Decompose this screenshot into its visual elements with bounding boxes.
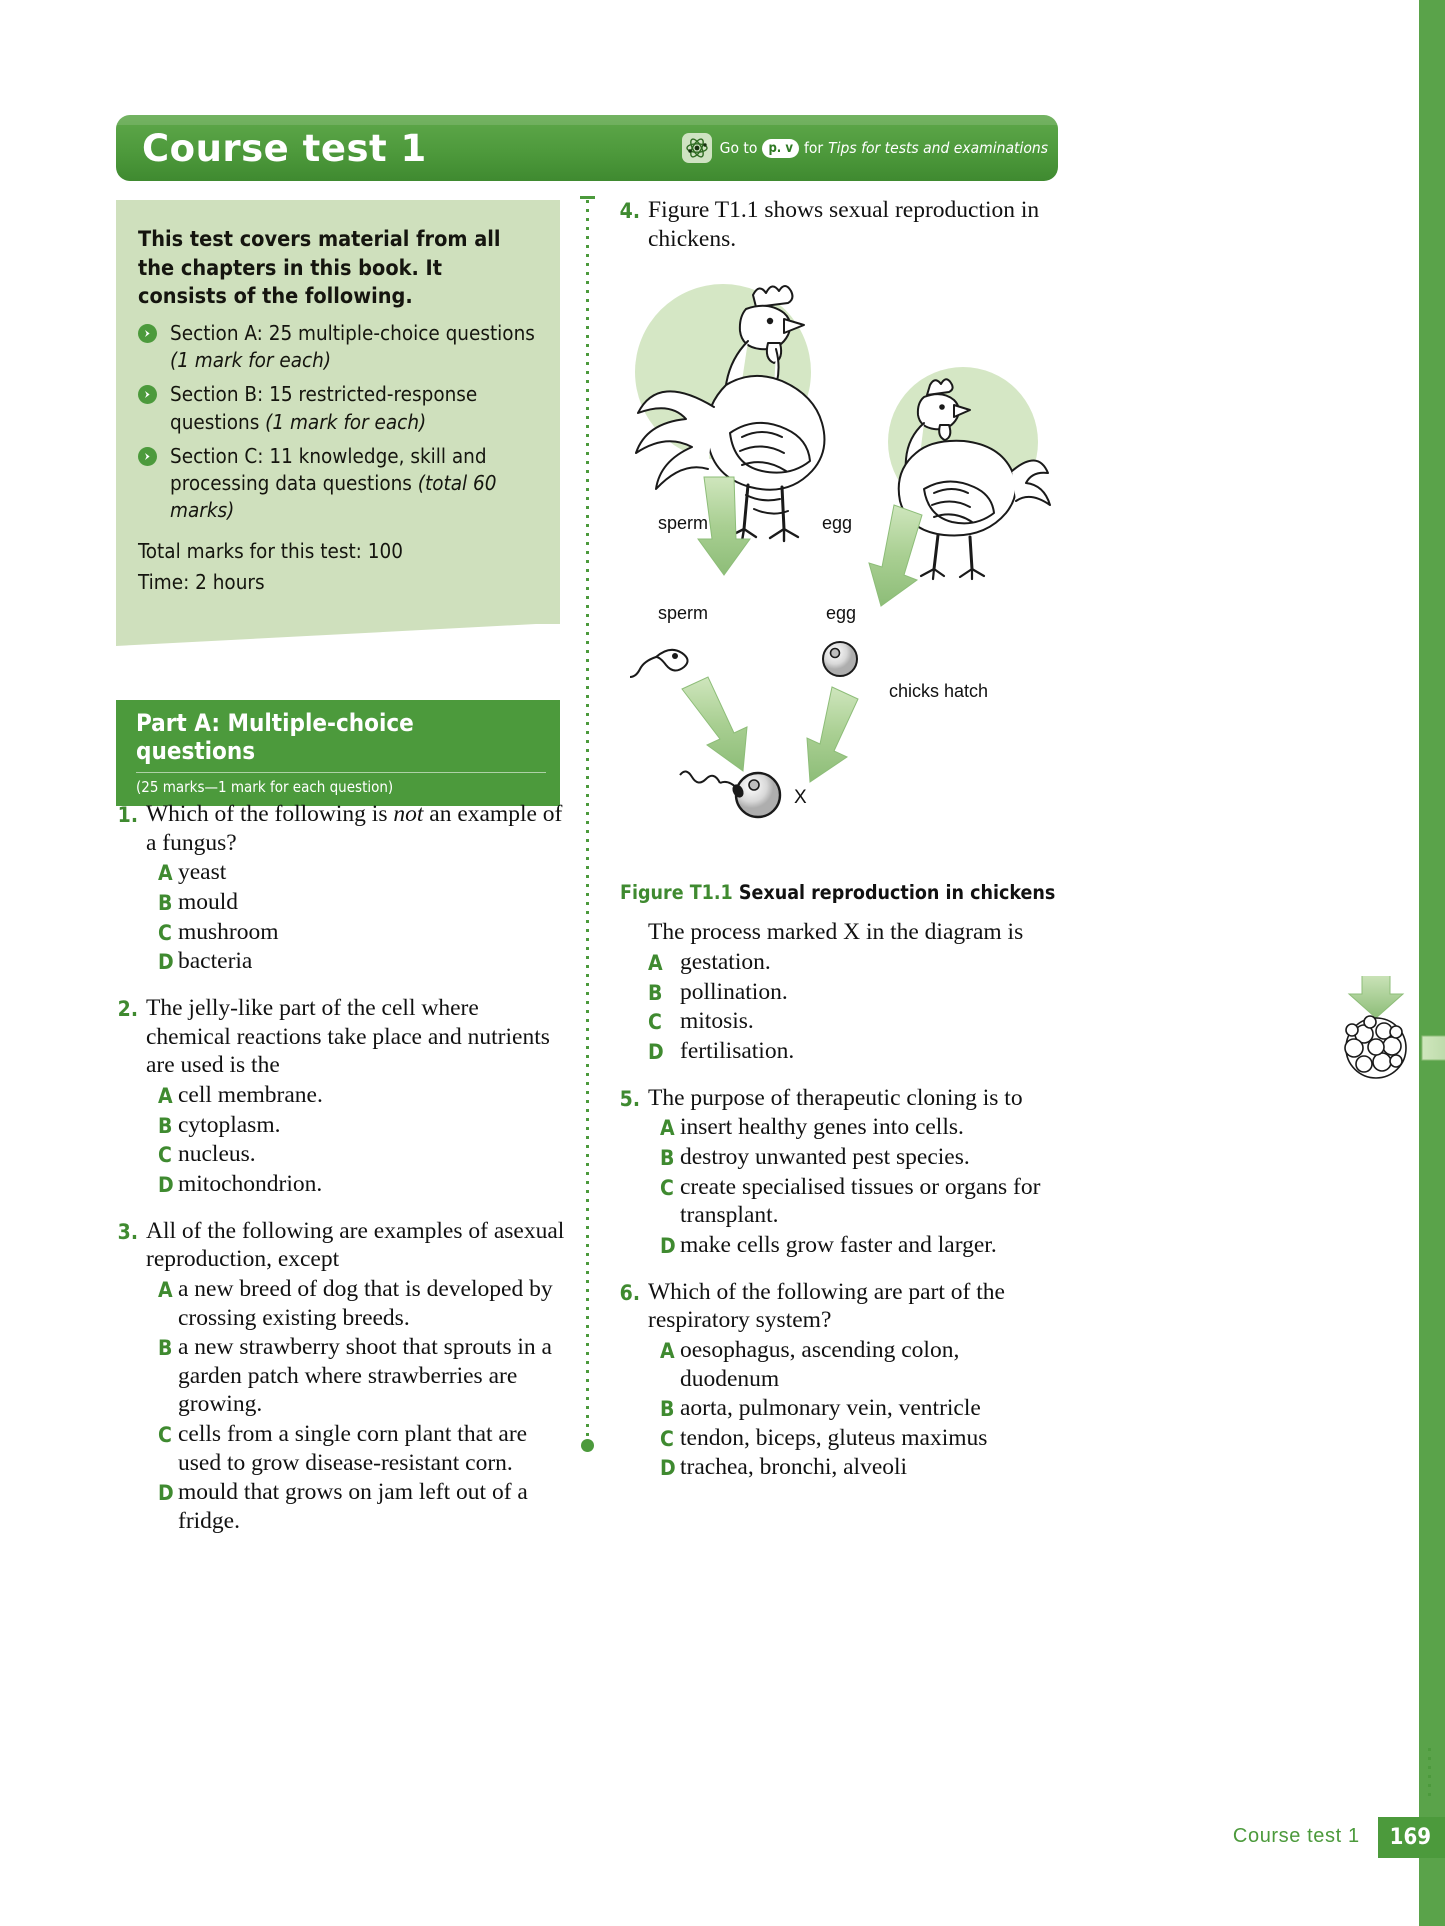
- column-divider: [586, 200, 589, 1445]
- label-egg-text: egg: [822, 513, 853, 533]
- list-item-text: Section A: 25 multiple-choice questions: [170, 320, 535, 345]
- option-text: mitosis.: [680, 1008, 754, 1035]
- question-number: 3.: [117, 1219, 138, 1244]
- option-list: [648, 1336, 1063, 1482]
- option-letter: D: [158, 1481, 174, 1506]
- option-letter: A: [158, 1277, 173, 1302]
- option-letter: C: [660, 1426, 674, 1451]
- option-letter: A: [660, 1338, 675, 1363]
- question-number: 1.: [117, 803, 138, 827]
- chevron-right-icon: [138, 447, 157, 466]
- option-list: [146, 1275, 568, 1536]
- page-header-banner: [116, 115, 1058, 181]
- option-a[interactable]: [146, 1081, 568, 1110]
- question-number: 6.: [619, 1280, 640, 1305]
- question-4-subpart: [648, 918, 1063, 1065]
- page-reference-pill[interactable]: p. v: [762, 139, 799, 158]
- figure-t1-1-diagram: [618, 257, 1063, 877]
- footer-dot-rule: [1428, 1748, 1431, 1796]
- option-b[interactable]: [648, 1143, 1063, 1172]
- page-edge-bar: [1419, 0, 1445, 1926]
- page-title: Course test 1: [142, 126, 427, 170]
- question-stem: All of the following are examples of asexual reproduction, except: [146, 1217, 565, 1273]
- option-letter: C: [660, 1175, 674, 1200]
- figure-lower-section: [1236, 976, 1445, 1106]
- question-5: [618, 1084, 1063, 1260]
- header-crossreference[interactable]: [682, 133, 1048, 163]
- divider-cap-top: [580, 196, 595, 199]
- option-a[interactable]: [648, 948, 1063, 977]
- option-text: trachea, bronchi, alveoli: [680, 1454, 908, 1481]
- question-stem: The purpose of therapeutic cloning is to: [648, 1084, 1023, 1111]
- option-text: mould: [178, 888, 239, 915]
- option-c[interactable]: [146, 918, 568, 947]
- list-item-italic: (total 60 marks): [170, 471, 497, 523]
- label-egg: egg: [826, 603, 857, 624]
- label-sperm-text: sperm: [658, 513, 709, 533]
- option-c[interactable]: [648, 1424, 1063, 1453]
- option-text: cytoplasm.: [178, 1111, 281, 1138]
- option-letter: D: [158, 1172, 174, 1197]
- option-d[interactable]: [648, 1231, 1063, 1260]
- goto-italic-title: Tips for tests and examinations: [828, 139, 1048, 157]
- option-list: [146, 858, 568, 976]
- option-c[interactable]: [648, 1173, 1063, 1230]
- stem-post: an example of a fungus?: [146, 801, 563, 856]
- option-d[interactable]: [648, 1453, 1063, 1482]
- list-item-italic: (1 mark for each): [170, 348, 332, 373]
- option-letter: D: [660, 1233, 676, 1258]
- option-d[interactable]: [146, 1478, 568, 1535]
- option-letter: B: [660, 1145, 675, 1170]
- option-a[interactable]: [146, 1275, 568, 1332]
- list-item-text: Section B: 15 restricted-response questions: [170, 382, 478, 434]
- option-letter: A: [158, 861, 173, 886]
- goto-mid: for: [803, 139, 824, 157]
- questions-column-right: [618, 196, 1063, 1500]
- banner-divider: [136, 772, 546, 773]
- option-text: destroy unwanted pest species.: [680, 1143, 970, 1170]
- option-list: [648, 948, 1063, 1066]
- option-c[interactable]: [146, 1420, 568, 1477]
- option-letter: B: [660, 1397, 675, 1422]
- goto-prefix: Go to: [719, 139, 758, 157]
- option-letter: A: [158, 1083, 173, 1108]
- option-text: fertilisation.: [680, 1037, 795, 1064]
- option-text: cell membrane.: [178, 1081, 323, 1108]
- option-text: yeast: [178, 859, 227, 886]
- list-item: [138, 443, 536, 525]
- part-a-subtitle: (25 marks—1 mark for each question): [136, 778, 394, 797]
- option-text: a new breed of dog that is developed by crossing existing breeds.: [178, 1275, 553, 1331]
- chevron-right-icon: [138, 385, 157, 404]
- option-letter: D: [648, 1039, 664, 1064]
- question-number: 4.: [619, 199, 640, 223]
- option-letter: A: [660, 1116, 675, 1141]
- option-letter: C: [158, 1423, 172, 1448]
- question-4: [618, 196, 1063, 253]
- option-text: mould that grows on jam left out of a fridge.: [178, 1479, 528, 1535]
- chicken-reproduction-svg: [618, 257, 1063, 877]
- option-b[interactable]: [146, 888, 568, 917]
- question-stem: The process marked X in the diagram is: [648, 919, 1024, 946]
- total-marks-text: Total marks for this test: 100: [138, 538, 403, 563]
- list-item: [138, 320, 536, 375]
- option-a[interactable]: [648, 1113, 1063, 1142]
- option-b[interactable]: [648, 978, 1063, 1007]
- option-text: create specialised tissues or organs for transplant.: [680, 1173, 1041, 1229]
- time-allowed-text: Time: 2 hours: [138, 570, 265, 595]
- option-b[interactable]: [648, 1394, 1063, 1423]
- question-stem: The jelly-like part of the cell where chemical reactions take place and nutrients are used is the: [146, 994, 550, 1079]
- option-text: a new strawberry shoot that sprouts in a garden patch where strawberries are growing.: [178, 1334, 552, 1418]
- question-stem: [146, 800, 568, 857]
- option-letter: B: [648, 980, 663, 1005]
- page-footer: [1232, 1817, 1431, 1858]
- question-6: [618, 1278, 1063, 1483]
- question-number: 2.: [117, 996, 138, 1021]
- question-1: [116, 800, 568, 976]
- option-b[interactable]: [146, 1111, 568, 1140]
- option-letter: D: [158, 950, 174, 975]
- stem-pre: Which of the following is: [146, 801, 394, 827]
- option-text: oesophagus, ascending colon, duodenum: [680, 1336, 960, 1392]
- option-a[interactable]: [648, 1336, 1063, 1393]
- option-c[interactable]: [648, 1007, 1063, 1036]
- part-a-title: Part A: Multiple-choice questions: [136, 709, 414, 765]
- atom-icon: [682, 133, 712, 163]
- footer-label: Course test 1: [1232, 1825, 1360, 1847]
- list-item-italic: (1 mark for each): [265, 409, 427, 434]
- option-text: pollination.: [680, 978, 788, 1005]
- overview-lead-text: This test covers material from all the chapters in this book. It consists of the following.: [138, 227, 501, 310]
- overview-section-list: [138, 320, 536, 525]
- option-text: make cells grow faster and larger.: [680, 1231, 997, 1258]
- option-text: bacteria: [178, 948, 253, 975]
- figure-caption-label: Figure T1.1: [620, 881, 733, 905]
- stem-emphasis: not: [393, 801, 424, 827]
- goto-reference-text: [720, 139, 1048, 158]
- label-process-x: X: [794, 787, 807, 809]
- option-d[interactable]: [146, 947, 568, 976]
- option-text: gestation.: [680, 948, 771, 975]
- option-list: [648, 1113, 1063, 1259]
- divider-cap-bottom: [581, 1439, 594, 1452]
- option-letter: C: [158, 1143, 172, 1168]
- option-a[interactable]: [146, 858, 568, 887]
- option-letter: A: [648, 950, 663, 975]
- option-letter: D: [660, 1456, 676, 1481]
- option-list: [146, 1081, 568, 1199]
- option-text: cells from a single corn plant that are used to grow disease-resistant corn.: [178, 1421, 528, 1476]
- option-d[interactable]: [648, 1037, 1063, 1066]
- page-number: 169: [1378, 1817, 1445, 1858]
- questions-column-left: [116, 800, 568, 1554]
- option-c[interactable]: [146, 1140, 568, 1169]
- figure-caption-text: Sexual reproduction in chickens: [732, 881, 1056, 905]
- option-letter: B: [158, 1336, 173, 1361]
- question-3: [116, 1217, 568, 1536]
- chevron-right-icon: [138, 324, 157, 343]
- list-item: [138, 381, 536, 436]
- question-number: 5.: [619, 1086, 640, 1111]
- option-letter: B: [158, 890, 173, 915]
- label-chicks-hatch: chicks hatch: [889, 681, 989, 701]
- option-letter: B: [158, 1113, 173, 1138]
- list-item-text: Section C: 11 knowledge, skill and processing data questions: [170, 443, 487, 496]
- option-text: nucleus.: [178, 1141, 256, 1168]
- question-2: [116, 994, 568, 1199]
- option-letter: C: [158, 920, 172, 945]
- option-text: mitochondrion.: [178, 1170, 323, 1197]
- option-text: insert healthy genes into cells.: [680, 1114, 964, 1141]
- question-stem: Which of the following are part of the respiratory system?: [648, 1278, 1005, 1334]
- option-text: tendon, biceps, gluteus maximus: [680, 1424, 988, 1451]
- option-letter: C: [648, 1010, 662, 1035]
- test-overview-box: [116, 200, 560, 624]
- figure-caption: [618, 881, 1063, 904]
- question-stem: Figure T1.1 shows sexual reproduction in chickens.: [648, 197, 1040, 252]
- option-text: aorta, pulmonary vein, ventricle: [680, 1395, 981, 1422]
- label-sperm: sperm: [658, 603, 709, 624]
- option-text: mushroom: [178, 918, 279, 945]
- option-b[interactable]: [146, 1333, 568, 1419]
- option-d[interactable]: [146, 1170, 568, 1199]
- part-a-banner: [116, 700, 560, 806]
